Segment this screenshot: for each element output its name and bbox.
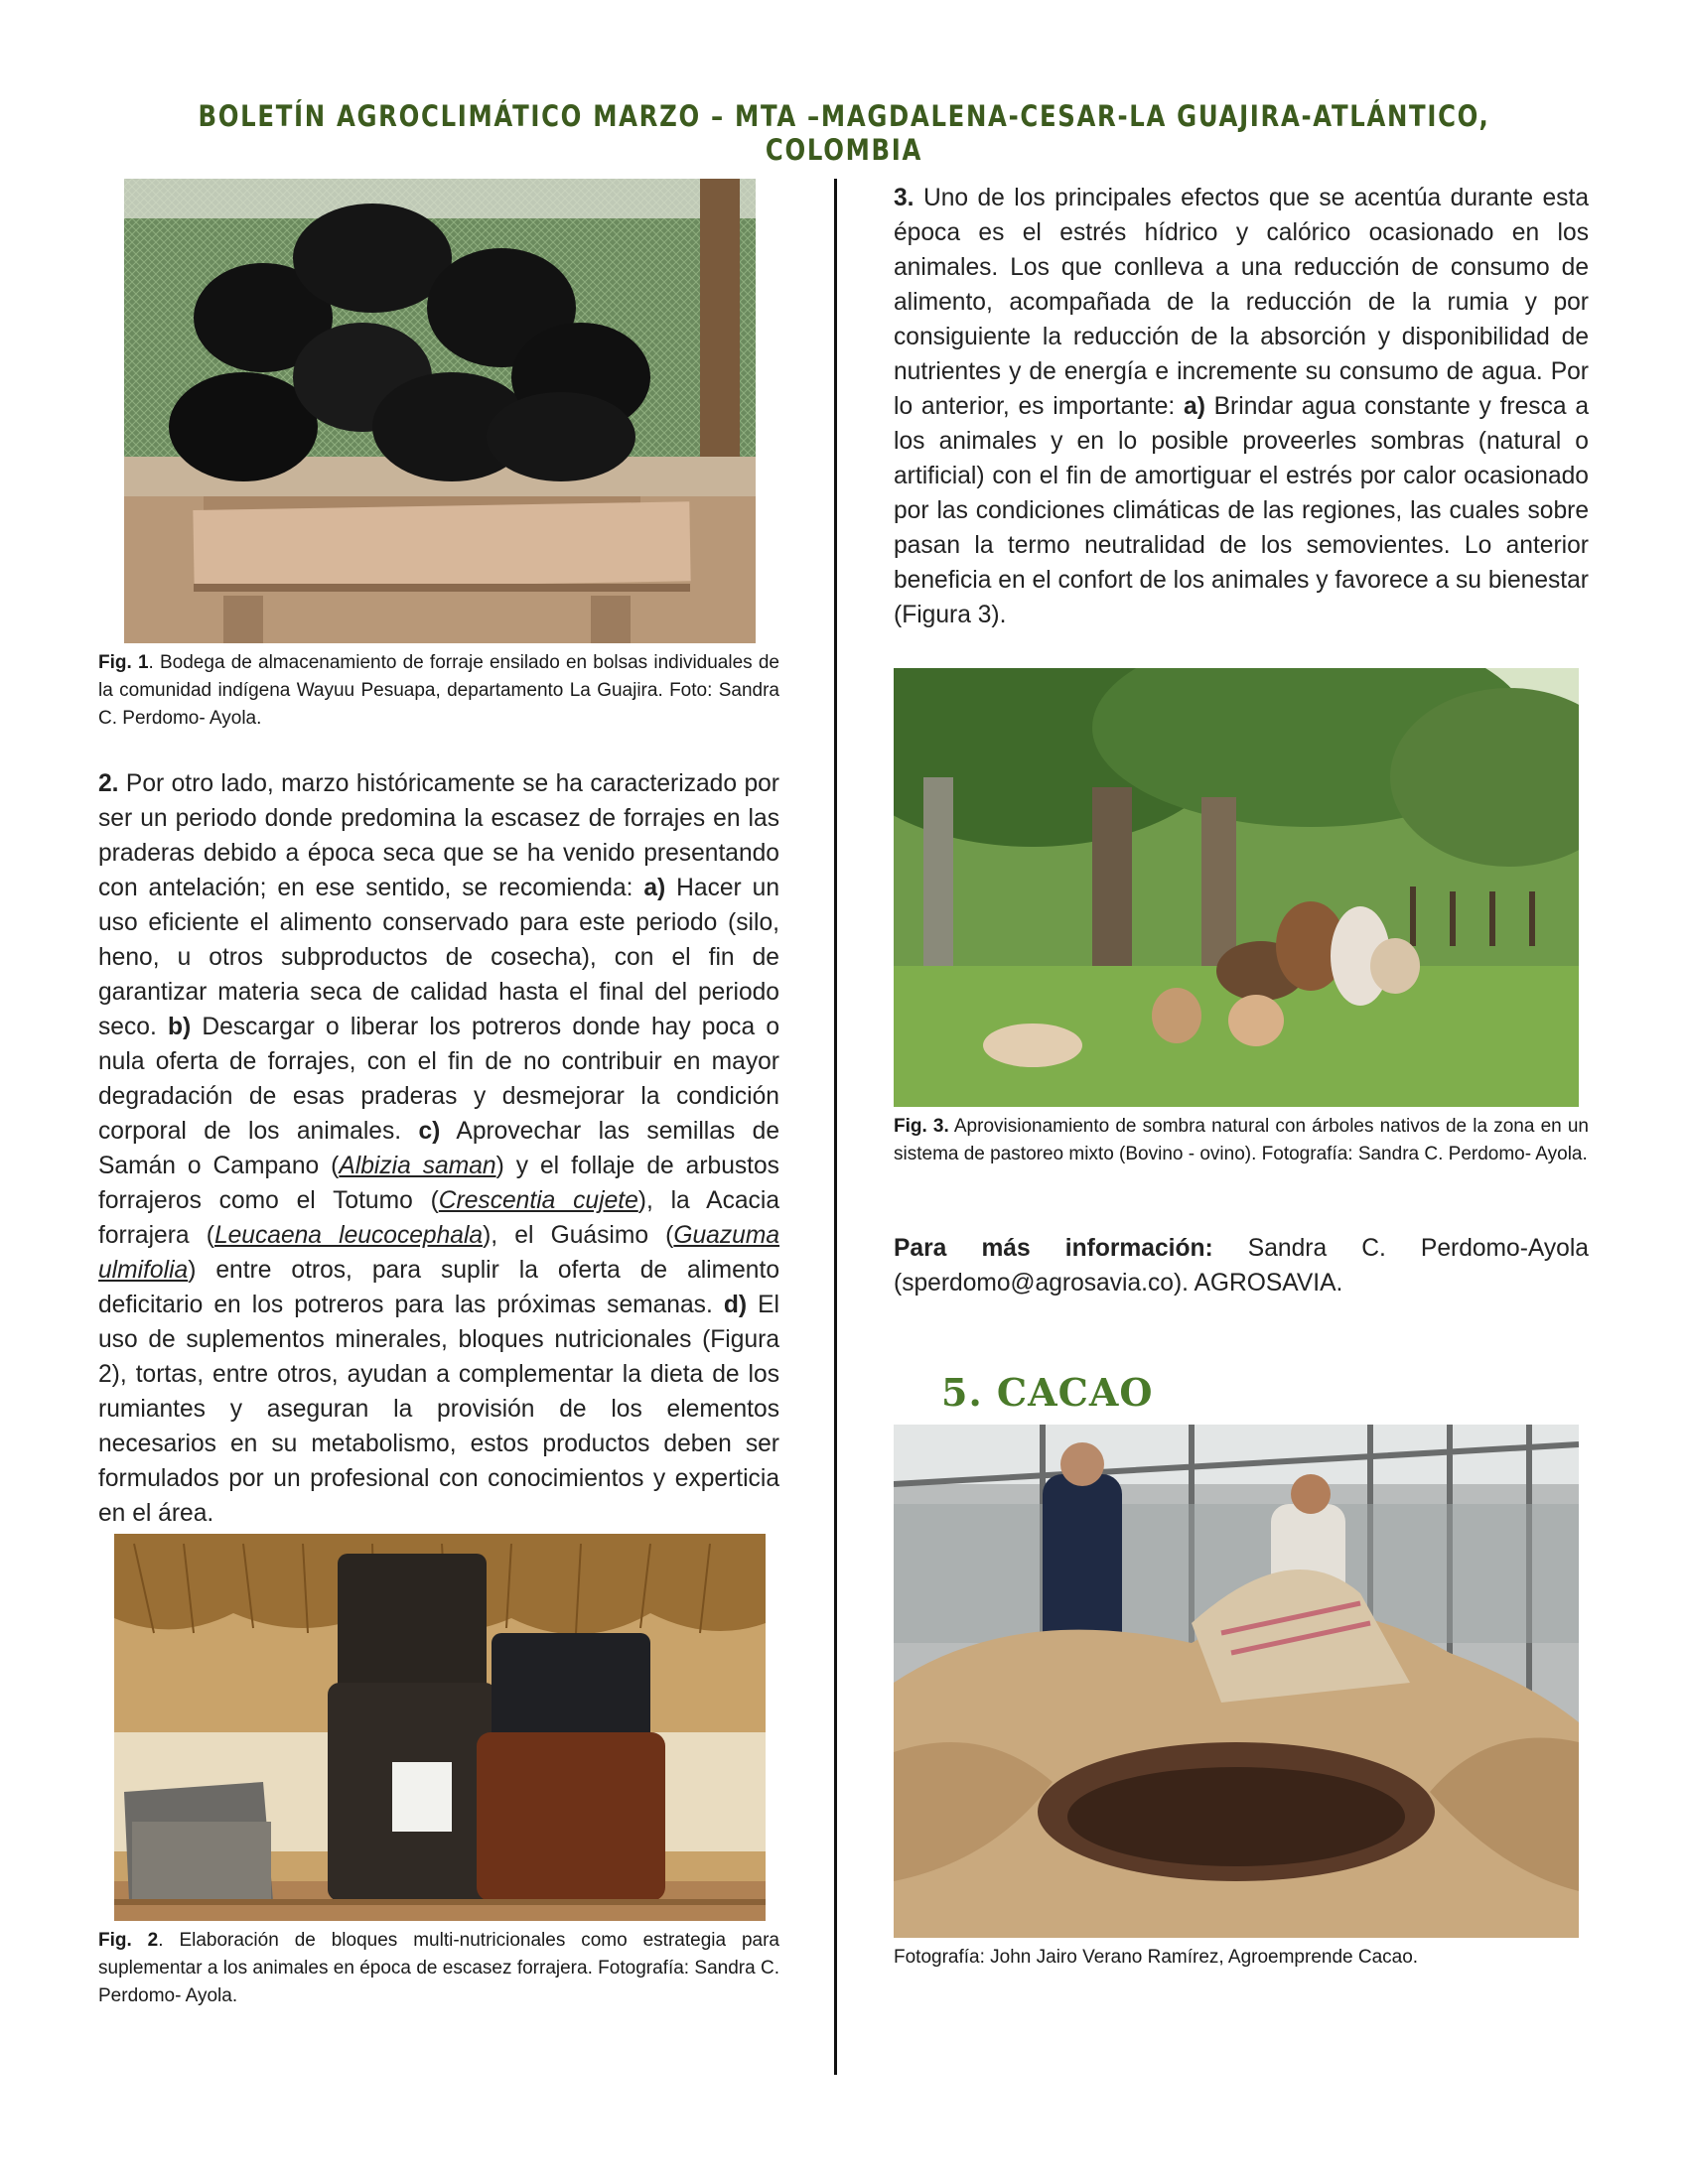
para2-text-4: Aprovechar las semillas de Samán o Campano (	[98, 1118, 779, 1179]
species-leucaena-leucocephala: Leucaena leucocephala	[213, 1222, 484, 1249]
fig3-photo-cattle-shade	[894, 668, 1579, 1107]
para2-item-a: a)	[643, 875, 666, 901]
paragraph-2	[98, 766, 779, 1531]
para2-text-7: ), el Guásimo (	[483, 1222, 674, 1249]
fig4-photo-cacao-sacks	[894, 1425, 1579, 1938]
para3-item-a: a)	[1184, 393, 1205, 420]
fig2-caption-text: . Elaboración de bloques multi-nutricionales como estrategia para suplementar a los animales en época de escasez forrajera. Fotografía: Sandra C. Perdomo- Ayola.	[98, 1930, 779, 2006]
para3-text-1: Uno de los principales efectos que se acentúa durante esta época es el estrés hídrico y calórico ocasionado en los animales. Los que conlleva a una reducción de consumo de alimento, acompañada de la reducción de la rumia y por consiguiente la reducción de la absorción y disponibilidad de nutrientes y de energía e incremente su consumo de agua. Por lo anterior, es importante:	[894, 185, 1589, 420]
fig3-caption	[894, 1113, 1589, 1168]
para2-text-2: Hacer un uso eficiente el alimento conservado para este periodo (silo, heno, u otros subproductos de cosecha), con el fin de garantizar materia seca de calidad hasta el final del periodo seco.	[98, 875, 780, 1040]
more-info	[894, 1231, 1589, 1300]
para2-text-8: ) entre otros, para suplir la oferta de alimento deficitario en los potreros para las próximas semanas.	[98, 1257, 779, 1318]
paragraph-3	[894, 181, 1589, 632]
para2-item-b: b)	[167, 1014, 192, 1040]
species-crescentia-cujete: Crescentia cujete	[438, 1187, 638, 1214]
fig2-caption	[98, 1927, 779, 2010]
fig1-caption-text: . Bodega de almacenamiento de forraje ensilado en bolsas individuales de la comunidad indígena Wayuu Pesuapa, departamento La Guajira. Foto: Sandra C. Perdomo- Ayola.	[98, 652, 779, 729]
fig4-caption-text: Fotografía: John Jairo Verano Ramírez, Agroemprende Cacao.	[894, 1947, 1419, 1968]
para2-text-1: Por otro lado, marzo históricamente se ha caracterizado por ser un periodo donde predomina la escasez de forrajes en las praderas debido a época seca que se ha venido presentando con antelación; en ese sentido, se recomienda:	[98, 770, 779, 901]
fig4-caption	[894, 1944, 1589, 1972]
para3-text-2: Brindar agua constante y fresca a los animales y en lo posible proveerles sombras (natural o artificial) con el fin de amortiguar el estrés por calor ocasionado por las condiciones climáticas de las regiones, las cuales sobre pasan la termo neutralidad de los semovientes. Lo anterior beneficia en el confort de los animales y favorece a su bienestar (Figura 3).	[894, 393, 1590, 628]
fig2-photo-nutritional-blocks	[114, 1534, 766, 1921]
para2-text-3: Descargar o liberar los potreros donde hay poca o nula oferta de forrajes, con el fin de no contribuir en mayor degradación de esas praderas y desmejorar la condición corporal de los animales.	[98, 1014, 779, 1145]
species-guazuma-ulmifolia: Guazuma ulmifolia	[98, 1222, 779, 1284]
section-title-cacao: 5. CACAO	[941, 1370, 1154, 1415]
para3-number: 3.	[894, 185, 914, 211]
para2-text-6: ), la Acacia forrajera (	[98, 1187, 779, 1249]
more-info-label: Para más información:	[894, 1235, 1213, 1262]
para2-number: 2.	[98, 770, 119, 797]
more-info-text: Sandra C. Perdomo-Ayola (sperdomo@agrosavia.co). AGROSAVIA.	[894, 1235, 1589, 1297]
fig2-label: Fig. 2	[98, 1930, 159, 1951]
para2-item-d: d)	[723, 1292, 748, 1318]
fig1-label: Fig. 1	[98, 652, 149, 673]
species-albizia-saman: Albizia saman	[339, 1153, 496, 1179]
fig1-photo-silage-bags	[124, 179, 756, 643]
fig3-label: Fig. 3.	[894, 1116, 949, 1137]
fig3-caption-text: Aprovisionamiento de sombra natural con árboles nativos de la zona en un sistema de pastoreo mixto (Bovino - ovino). Fotografía: Sandra C. Perdomo- Ayola.	[894, 1116, 1589, 1164]
fig1-caption	[98, 649, 779, 733]
bulletin-header: BOLETÍN AGROCLIMÁTICO MARZO – MTA –MAGDALENA-CESAR-LA GUAJIRA-ATLÁNTICO, COLOMBIA	[198, 99, 1490, 167]
para2-text-5: ) y el follaje de arbustos forrajeros como el Totumo (	[98, 1153, 779, 1214]
para2-text-9: El uso de suplementos minerales, bloques nutricionales (Figura 2), tortas, entre otros, ayudan a complementar la dieta de los rumiantes y aseguran la provisión de los elementos necesarios en su metabolismo, estos productos deben ser formulados por un profesional con conocimientos y experticia en el área.	[98, 1292, 779, 1527]
column-divider	[834, 179, 837, 2075]
para2-item-c: c)	[418, 1118, 441, 1145]
